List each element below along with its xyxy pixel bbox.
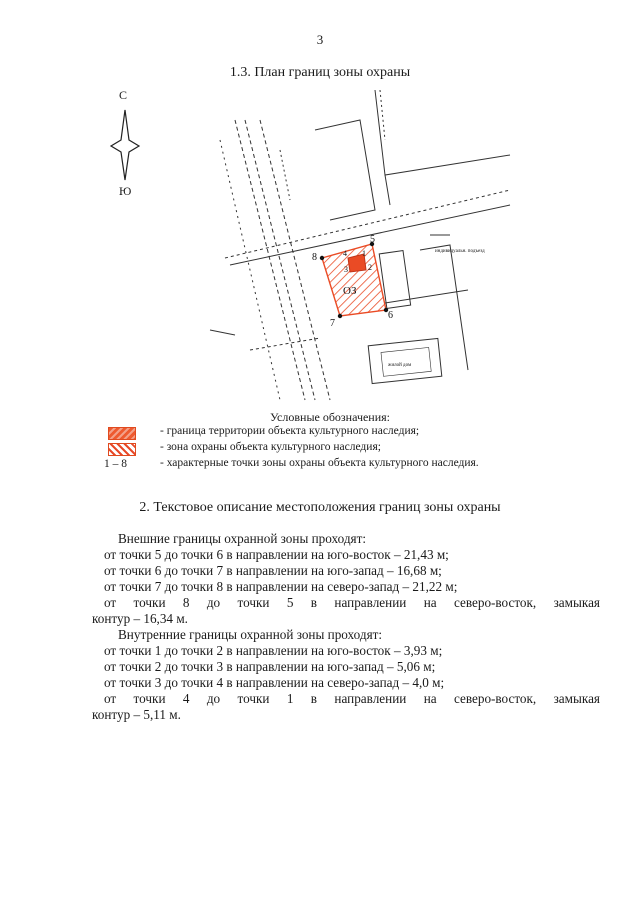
compass-north-label: С — [119, 88, 128, 102]
site-plan-map — [150, 80, 520, 410]
legend-item: - характерные точки зоны охраны объекта культурного наследия. — [160, 457, 479, 469]
map-point-8: 8 — [312, 252, 317, 263]
map-road-note: индивидуальн. подъезд — [435, 249, 485, 254]
map-point-2: 2 — [368, 263, 372, 272]
internal-line-last: от точки 4 до точки 1 в направлении на северо-восток, замыкая — [104, 691, 600, 706]
compass-south-label: Ю — [119, 184, 132, 198]
map-point-1: 1 — [362, 249, 366, 258]
external-heading: Внешние границы охранной зоны проходят: — [118, 531, 367, 546]
map-building-note: жилой дом — [388, 363, 412, 368]
internal-line-end: контур – 5,11 м. — [92, 707, 181, 722]
internal-line: от точки 3 до точки 4 в направлении на северо-запад – 4,0 м; — [104, 675, 445, 690]
legend-item: - зона охраны объекта культурного наследия; — [160, 441, 381, 453]
legend-item: - граница территории объекта культурного наследия; — [160, 425, 420, 437]
internal-boundaries-text — [104, 627, 600, 707]
external-line: от точки 7 до точки 8 в направлении на северо-запад – 21,22 м; — [104, 579, 458, 594]
legend-points-symbol: 1 – 8 — [104, 458, 127, 470]
internal-line: от точки 2 до точки 3 в направлении на юго-запад – 5,06 м; — [104, 659, 436, 674]
external-line-last: от точки 8 до точки 5 в направлении на северо-восток, замыкая — [104, 595, 600, 610]
internal-heading: Внутренние границы охранной зоны проходят: — [118, 627, 383, 642]
section-title: 1.3. План границ зоны охраны — [229, 65, 411, 80]
legend-territory-swatch — [108, 427, 136, 440]
internal-line: от точки 1 до точки 2 в направлении на юго-восток – 3,93 м; — [104, 643, 443, 658]
map-point-5: 5 — [370, 234, 375, 245]
map-point-6: 6 — [388, 310, 393, 321]
external-boundaries-text — [104, 531, 600, 611]
map-point-4: 4 — [343, 249, 347, 258]
legend-zone-swatch — [108, 443, 136, 456]
section2-title: 2. Текстовое описание местоположения границ зоны охраны — [139, 500, 501, 515]
map-zone-label: ОЗ — [343, 285, 357, 297]
external-line-end: контур – 16,34 м. — [92, 611, 188, 626]
map-point-3: 3 — [344, 265, 348, 274]
page-number: 3 — [316, 32, 324, 47]
external-line: от точки 6 до точки 7 в направлении на юго-запад – 16,68 м; — [104, 563, 442, 578]
external-line: от точки 5 до точки 6 в направлении на юго-восток – 21,43 м; — [104, 547, 449, 562]
compass — [105, 88, 145, 208]
map-point-7: 7 — [330, 318, 335, 329]
legend-title: Условные обозначения: — [269, 410, 391, 424]
